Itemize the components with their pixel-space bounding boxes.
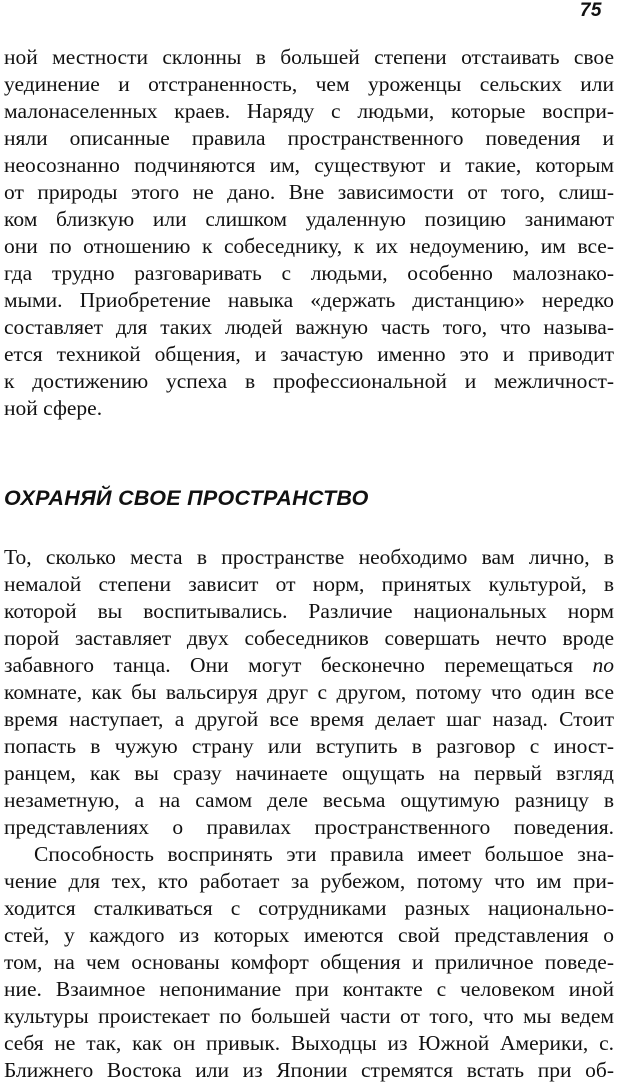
text-line: ком близкую или слишком удаленную позицию занимают	[4, 207, 614, 231]
text-line: ной сфере.	[4, 396, 103, 420]
text-line: ется техникой общения, и зачастую именно это и приводит	[4, 342, 614, 366]
text-line: они по отношению к собеседнику, к их недоумению, им все-	[4, 234, 614, 258]
text-line: ранцем, как вы сразу начинаете ощущать на первый взгляд	[4, 761, 614, 785]
text-line: Ближнего Востока или из Японии стремятся встать при об-	[4, 1058, 614, 1082]
text-line-with-italic	[4, 652, 614, 679]
text-line: порой заставляет двух собеседников совершать нечто вроде	[4, 626, 614, 650]
text-line: малонаселенных краев. Наряду с людьми, которые воспри-	[4, 99, 614, 123]
text-line: ходится сталкиваться с сотрудниками разных национально-	[4, 896, 614, 920]
italic-word: по	[592, 653, 615, 677]
text-line: То, сколько места в пространстве необходимо вам лично, в	[4, 545, 614, 569]
paragraph-1	[4, 44, 614, 422]
text-line: себя не так, как он привык. Выходцы из Южной Америки, с.	[4, 1031, 614, 1055]
text-fragment: забавного танца. Они могут бесконечно перемещаться	[4, 653, 574, 677]
text-line: к достижению успеха в профессиональной и межличност-	[4, 369, 614, 393]
text-line: время наступает, а другой все время делает шаг назад. Стоит	[4, 707, 614, 731]
text-line: стей, у каждого из которых имеются свой представления о	[4, 923, 614, 947]
text-line: немалой степени зависит от норм, принятых культурой, в	[4, 572, 614, 596]
text-line: гда трудно разговаривать с людьми, особенно малознако-	[4, 261, 614, 285]
text-line: попасть в чужую страну или вступить в разговор с иност-	[4, 734, 614, 758]
text-line: том, на чем основаны комфорт общения и приличное поведе-	[4, 950, 614, 974]
text-line: уединение и отстраненность, чем уроженцы сельских или	[4, 72, 614, 96]
text-line: Способность воспринять эти правила имеет большое зна-	[34, 842, 614, 866]
text-line: которой вы воспитывались. Различие национальных норм	[4, 599, 614, 623]
paragraph-3	[4, 841, 614, 1084]
text-line: мыми. Приобретение навыка «держать дистанцию» нередко	[4, 288, 614, 312]
text-line: составляет для таких людей важную часть того, что называ-	[4, 315, 614, 339]
text-line: представлениях о правилах пространственного поведения.	[4, 815, 614, 839]
text-line: комнате, как бы вальсируя друг с другом, потому что один все	[4, 680, 614, 704]
text-line: ние. Взаимное непонимание при контакте с человеком иной	[4, 977, 614, 1001]
text-line: культуры проистекает по большей части от того, что мы ведем	[4, 1004, 614, 1028]
paragraph-2	[4, 544, 614, 841]
text-line: чение для тех, кто работает за рубежом, потому что им при-	[4, 869, 614, 893]
page-number: 75	[579, 0, 602, 21]
text-line: няли описанные правила пространственного поведения и	[4, 126, 614, 150]
text-line: неосознанно подчиняются им, существуют и такие, которым	[4, 153, 614, 177]
text-line: от природы этого не дано. Вне зависимости от того, слиш-	[4, 180, 614, 204]
text-line: ной местности склонны в большей степени отстаивать свое	[4, 45, 614, 69]
section-heading: ОХРАНЯЙ СВОЕ ПРОСТРАНСТВО	[4, 486, 369, 510]
text-line: незаметную, а на самом деле весьма ощутимую разницу в	[4, 788, 614, 812]
